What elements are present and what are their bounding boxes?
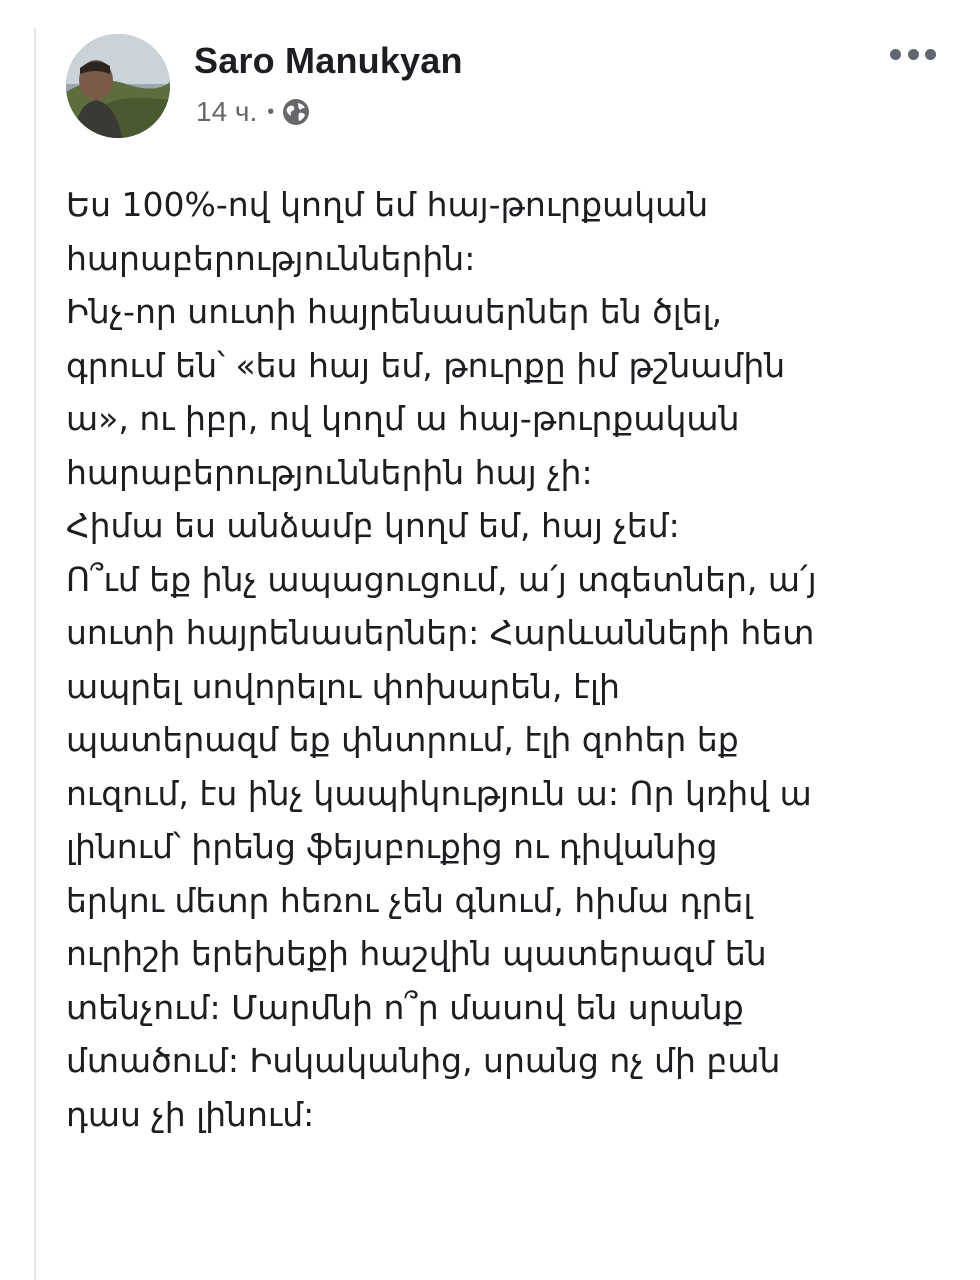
post-text-line: սուտի հայրենասերներ: Հարևանների հետ xyxy=(66,613,815,652)
post-header xyxy=(66,34,946,144)
post-text-line: ուզում, էս ինչ կապիկություն ա: Որ կռիվ ա xyxy=(66,773,812,813)
more-options-icon[interactable] xyxy=(890,44,936,64)
more-dot xyxy=(890,49,901,60)
post-meta xyxy=(196,96,310,128)
post-text-line: ուրիշի երեխեքի հաշվին պատերազմ են xyxy=(66,934,767,973)
avatar-photo xyxy=(66,34,170,138)
more-dot xyxy=(925,49,936,60)
post-text-line: պատերազմ եք փնտրում, էլի զոհեր եք xyxy=(66,720,739,759)
post-text-line: տենչում: Մարմնի ո՞ր մասով են սրանք xyxy=(66,987,744,1027)
more-dot xyxy=(908,49,919,60)
post-text-line: գրում են՝ «ես հայ եմ, թուրքը իմ թշնամին xyxy=(66,345,786,385)
author-name[interactable]: Saro Manukyan xyxy=(194,40,463,81)
post-text-line: դաս չի լինում: xyxy=(66,1094,315,1134)
avatar[interactable] xyxy=(66,34,170,138)
meta-separator: • xyxy=(267,100,275,123)
post-text-line: Ո՞ւմ եք ինչ ապացուցում, ա՛յ տգետներ, ա՛յ xyxy=(66,559,817,599)
post-text-line: երկու մետր հեռու չեն գնում, հիմա դրել xyxy=(66,880,753,920)
post-text-line: Հիմա ես անձամբ կողմ եմ, հայ չեմ: xyxy=(66,506,680,545)
post-text-line: ապրել սովորելու փոխարեն, էլի xyxy=(66,666,620,706)
post-border xyxy=(34,28,36,1280)
post-text xyxy=(66,178,946,1141)
post-text-line: մտածում: Իսկականից, սրանց ոչ մի բան xyxy=(66,1041,781,1080)
globe-icon xyxy=(282,98,310,126)
post-text-line: Ես 100%-ով կողմ եմ հայ-թուրքական xyxy=(66,185,709,224)
post-text-line: հարաբերություններին հայ չի: xyxy=(66,452,593,492)
post-text-line: Ինչ-որ սուտի հայրենասերներ են ծլել, xyxy=(66,292,723,331)
post-text-line: լինում՝ իրենց ֆեյսբուքից ու դիվանից xyxy=(66,827,718,866)
post-text-line: հարաբերություններին: xyxy=(66,238,476,278)
post-text-line: ա», ու իբր, ով կողմ ա հայ-թուրքական xyxy=(66,399,740,438)
post-time[interactable]: 14 ч. xyxy=(196,96,258,127)
